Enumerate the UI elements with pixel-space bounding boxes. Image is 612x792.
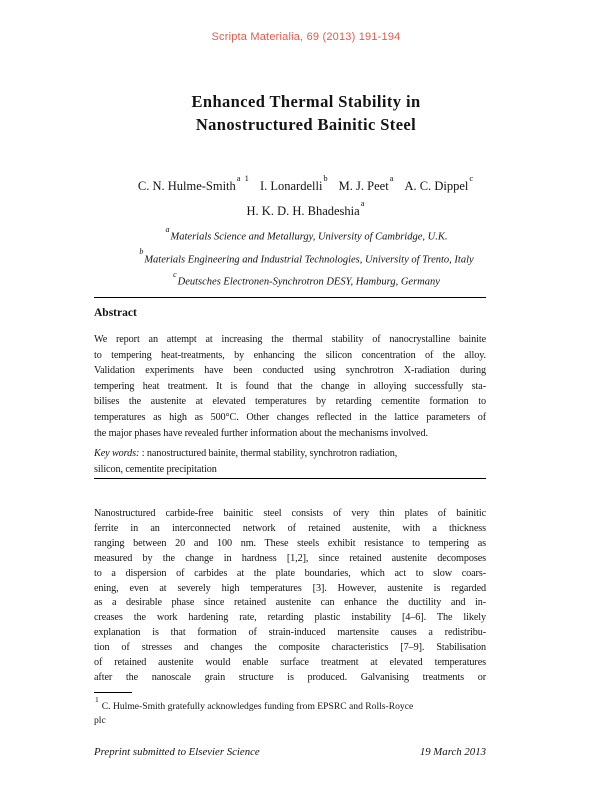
affiliation-mark: c <box>469 172 475 183</box>
affiliation-list <box>0 224 612 292</box>
body-line: to a dispersion of carbides at the plate boundaries, which act to slow coars- <box>94 567 486 579</box>
footnote-divider <box>94 692 132 693</box>
abstract-line: tempering heat treatment. It is found that the change in alloying successfully sta- <box>94 380 486 392</box>
author-name: I. Lonardelli <box>259 179 323 194</box>
affiliation-mark: a <box>360 197 366 208</box>
paper-title-line1: Enhanced Thermal Stability in <box>191 92 421 111</box>
footnote-line-2: plc <box>94 715 106 727</box>
body-line: tion of stresses and changes the composite characteristics [7–9]. Stabilisation <box>94 642 486 654</box>
affiliation-mark: b <box>139 247 144 256</box>
affiliation-line <box>0 269 612 292</box>
affiliation-mark: a <box>389 172 395 183</box>
author-line-2 <box>0 197 612 222</box>
keywords-text: : nanostructured bainite, thermal stability, synchrotron radiation, <box>139 448 398 459</box>
author-list <box>0 172 612 222</box>
author-name: H. K. D. H. Bhadeshia <box>246 204 360 219</box>
body-line: measured by the change in hardness [1,2], since retained austenite decomposes <box>94 552 486 564</box>
affiliation-text: Deutsches Electronen-Synchrotron DESY, Hamburg, Germany <box>177 276 440 288</box>
affiliation-line <box>0 247 612 270</box>
affiliation-text: Materials Science and Metallurgy, University of Cambridge, U.K. <box>170 231 448 243</box>
abstract-paragraph <box>94 332 486 441</box>
abstract-line: temperatures as high as 500°C. Other changes reflected in the lattice parameters of <box>94 411 486 423</box>
keywords-line-2: silicon, cementite precipitation <box>94 463 217 475</box>
abstract-bottom-divider <box>94 478 486 479</box>
page-footer <box>94 746 486 758</box>
footer-left: Preprint submitted to Elsevier Science <box>94 746 260 758</box>
abstract-line: Validation experiments have been conducted using synchrotron X-radiation during <box>94 365 486 377</box>
body-line: ranging between 20 and 100 nm. These steels exhibit resistance to tempering as <box>94 537 486 549</box>
author <box>404 172 475 194</box>
abstract-top-divider <box>94 297 486 298</box>
body-line: of retained austenite would enable surface treatment at elevated temperatures <box>94 657 486 669</box>
author <box>137 172 250 194</box>
author-name: A. C. Dippel <box>404 179 469 194</box>
body-line: as a desirable phase since retained austenite can enhance the ductility and in- <box>94 597 486 609</box>
paper-title-line2: Nanostructured Bainitic Steel <box>195 115 417 134</box>
affiliation-text: Materials Engineering and Industrial Technologies, University of Trento, Italy <box>144 254 474 265</box>
body-line: explanation is that formation of strain-induced martensite causes a redistribu- <box>94 627 486 639</box>
abstract-line: bilises the austenite at elevated temperatures by retarding cementite formation to <box>94 396 486 408</box>
footnote-line-1 <box>94 696 486 714</box>
body-paragraph <box>94 507 486 686</box>
footnote-text: C. Hulme-Smith gratefully acknowledges funding from EPSRC and Rolls-Royce <box>101 701 414 713</box>
author-name: C. N. Hulme-Smith <box>137 179 236 194</box>
affiliation-mark: b <box>323 172 329 183</box>
body-line: ening, even at severely high temperatures [3]. However, austenite is regarded <box>94 582 486 594</box>
affiliation-mark: c <box>173 269 177 279</box>
journal-header: Scripta Materialia, 69 (2013) 191-194 <box>211 31 401 43</box>
paper-title <box>0 90 612 136</box>
affiliation-mark: a <box>165 224 170 234</box>
author-name: M. J. Peet <box>338 179 389 194</box>
footnote-marker: 1 <box>95 694 99 704</box>
keywords-block <box>94 446 486 477</box>
body-line: after the nanoscale grain structure is produced. Galvanising treatments or <box>94 671 486 683</box>
abstract-line: We report an attempt at increasing the thermal stability of nanocrystalline bainite <box>94 334 486 345</box>
affiliation-line <box>0 224 612 247</box>
body-line: creases the work hardening rate, retarding plastic instability [4–6]. The likely <box>94 612 486 624</box>
author <box>338 172 395 194</box>
keywords-label: Key words: <box>94 448 140 459</box>
author <box>259 172 329 194</box>
footer-right: 19 March 2013 <box>419 746 486 758</box>
keywords-line-1 <box>94 446 486 462</box>
abstract-line: the major phases have revealed further information about the mechanisms involved. <box>94 427 428 439</box>
body-line: Nanostructured carbide-free bainitic steel consists of very thin plates of bainitic <box>94 508 486 519</box>
author-line-1 <box>0 172 612 197</box>
body-line: ferrite in an interconnected network of retained austenite, with a thickness <box>94 522 486 534</box>
abstract-line: to tempering heat-treatments, by enhancing the silicon concentration of the alloy. <box>94 349 486 361</box>
author <box>246 197 366 219</box>
affiliation-mark: a 1 <box>236 172 250 183</box>
footnote <box>94 696 486 728</box>
abstract-heading: Abstract <box>94 307 137 319</box>
